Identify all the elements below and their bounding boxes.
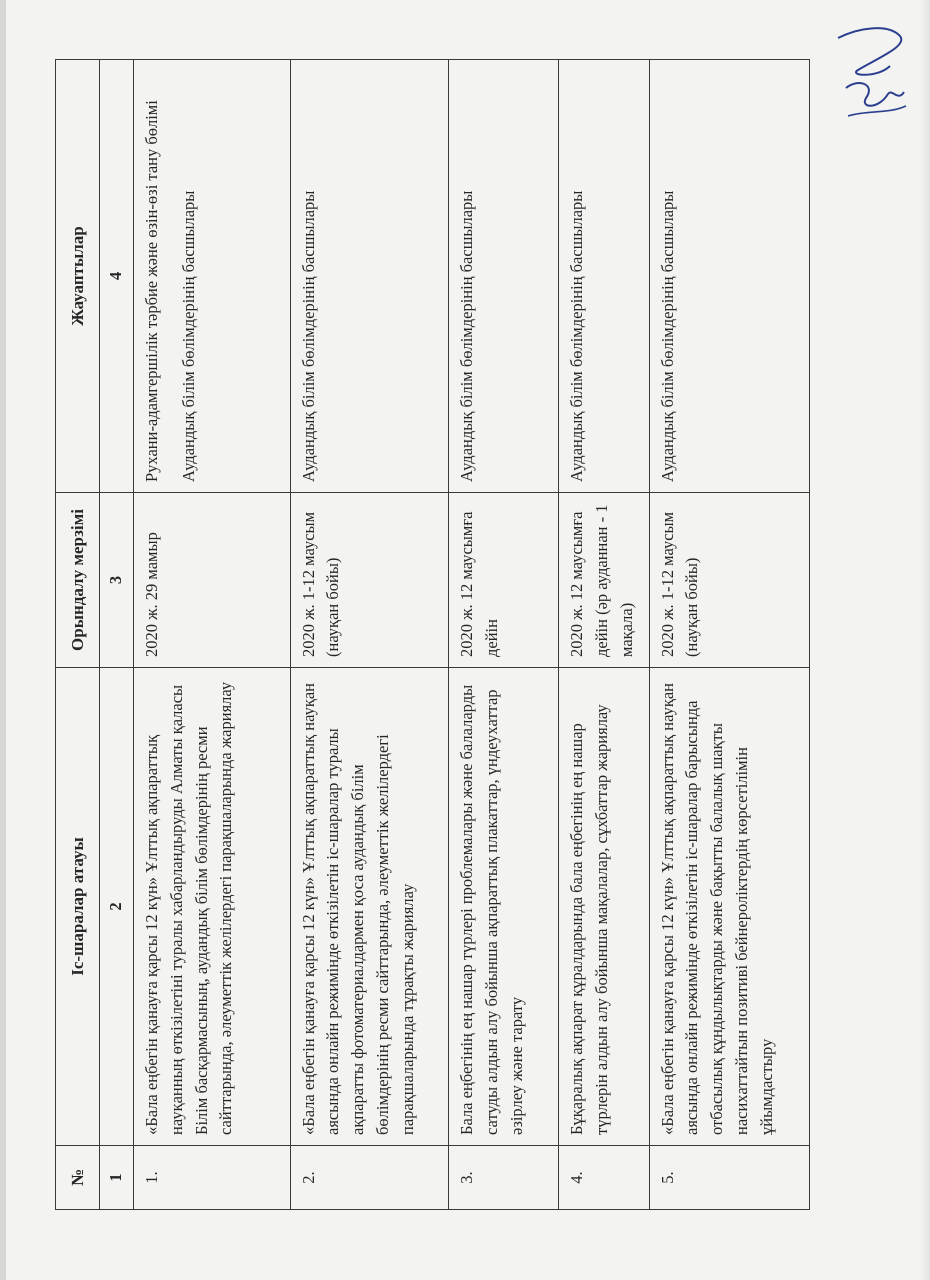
column-number-row [100,60,134,1210]
row-number: 5. [649,1146,809,1210]
event-responsible [134,60,290,493]
event-responsible: Аудандық білім бөлімдерінің басшылары [449,60,559,493]
table-header-row [56,60,100,1210]
event-deadline: 2020 ж. 12 маусымға дейін (әр ауданнан - 1 мақала) [559,493,649,668]
event-name: «Бала еңбегін қанауға қарсы 12 күн» Ұлттық ақпараттық науқан аясында онлайн режимінде өткізілетін іс-шаралар туралы ақпаратты фотоматериалдармен қоса аудандық білім бөлімдерінің ресми сайттарында, әлеуметтік желілердегі парақшаларында тұрақты жариялау [290,668,448,1146]
event-name: «Бала еңбегін қанауға қарсы 12 күн» Ұлттық ақпараттық науқан аясында онлайн режимінде өткізілетін іс-шаралар барысында отбасылық құндылықтарды және бақытты балалық шақты насихаттайтын позитиві бейнероліктердің көрсетілімін ұйымдастыру [649,668,809,1146]
table-row [449,60,559,1210]
col-number-4: 4 [100,60,134,493]
col-number-2: 2 [100,668,134,1146]
scan-left-edge [0,0,6,1280]
header-event-name: Іс-шаралар атауы [56,668,100,1146]
table-row [134,60,290,1210]
header-deadline: Орындалу мерзімі [56,493,100,668]
row-number: 3. [449,1146,559,1210]
header-responsible: Жауаптылар [56,60,100,493]
event-responsible: Аудандық білім бөлімдерінің басшылары [649,60,809,493]
responsible-line-1: Рухани-адамгершілік тәрбие және өзін-өзі тану бөлімі [142,100,162,482]
row-number: 2. [290,1146,448,1210]
event-deadline: 2020 ж. 29 мамыр [134,493,290,668]
event-name: Бала еңбегінің ең нашар түрлері проблемалары және балаларды сатуды алдын алу бойынша ақпараттық плакаттар, үндеухаттар әзірлеу және тарату [449,668,559,1146]
event-responsible: Аудандық білім бөлімдерінің басшылары [559,60,649,493]
col-number-3: 3 [100,493,134,668]
table-row [290,60,448,1210]
event-name: Бұқаралық ақпарат құралдарында бала еңбегінің ең нашар түрлерін алдын алу бойынша мақалалар, сұхбаттар жариялау [559,668,649,1146]
col-number-1: 1 [100,1146,134,1210]
events-table [55,59,810,1210]
header-number: № [56,1146,100,1210]
table-row [559,60,649,1210]
rotated-table-container [55,60,810,1210]
row-number: 4. [559,1146,649,1210]
event-responsible: Аудандық білім бөлімдерінің басшылары [290,60,448,493]
event-deadline: 2020 ж. 12 маусымға дейін [449,493,559,668]
event-name: «Бала еңбегін қанауға қарсы 12 күн» Ұлттық ақпараттық науқанның өткізілетіні туралы хабарландыруды Алматы қаласы Білім басқармасының, аудандық білім бөлімдерінің ресми сайттарында, әлеуметтік желілердегі парақшаларында жариялау [134,668,290,1146]
signature-image [818,18,918,128]
responsible-line-2: Аудандық білім бөлімдерінің басшылары [178,190,198,482]
table-row [649,60,809,1210]
event-deadline: 2020 ж. 1-12 маусым (науқан бойы) [290,493,448,668]
event-deadline: 2020 ж. 1-12 маусым (науқан бойы) [649,493,809,668]
scan-right-edge [920,0,930,1280]
row-number: 1. [134,1146,290,1210]
